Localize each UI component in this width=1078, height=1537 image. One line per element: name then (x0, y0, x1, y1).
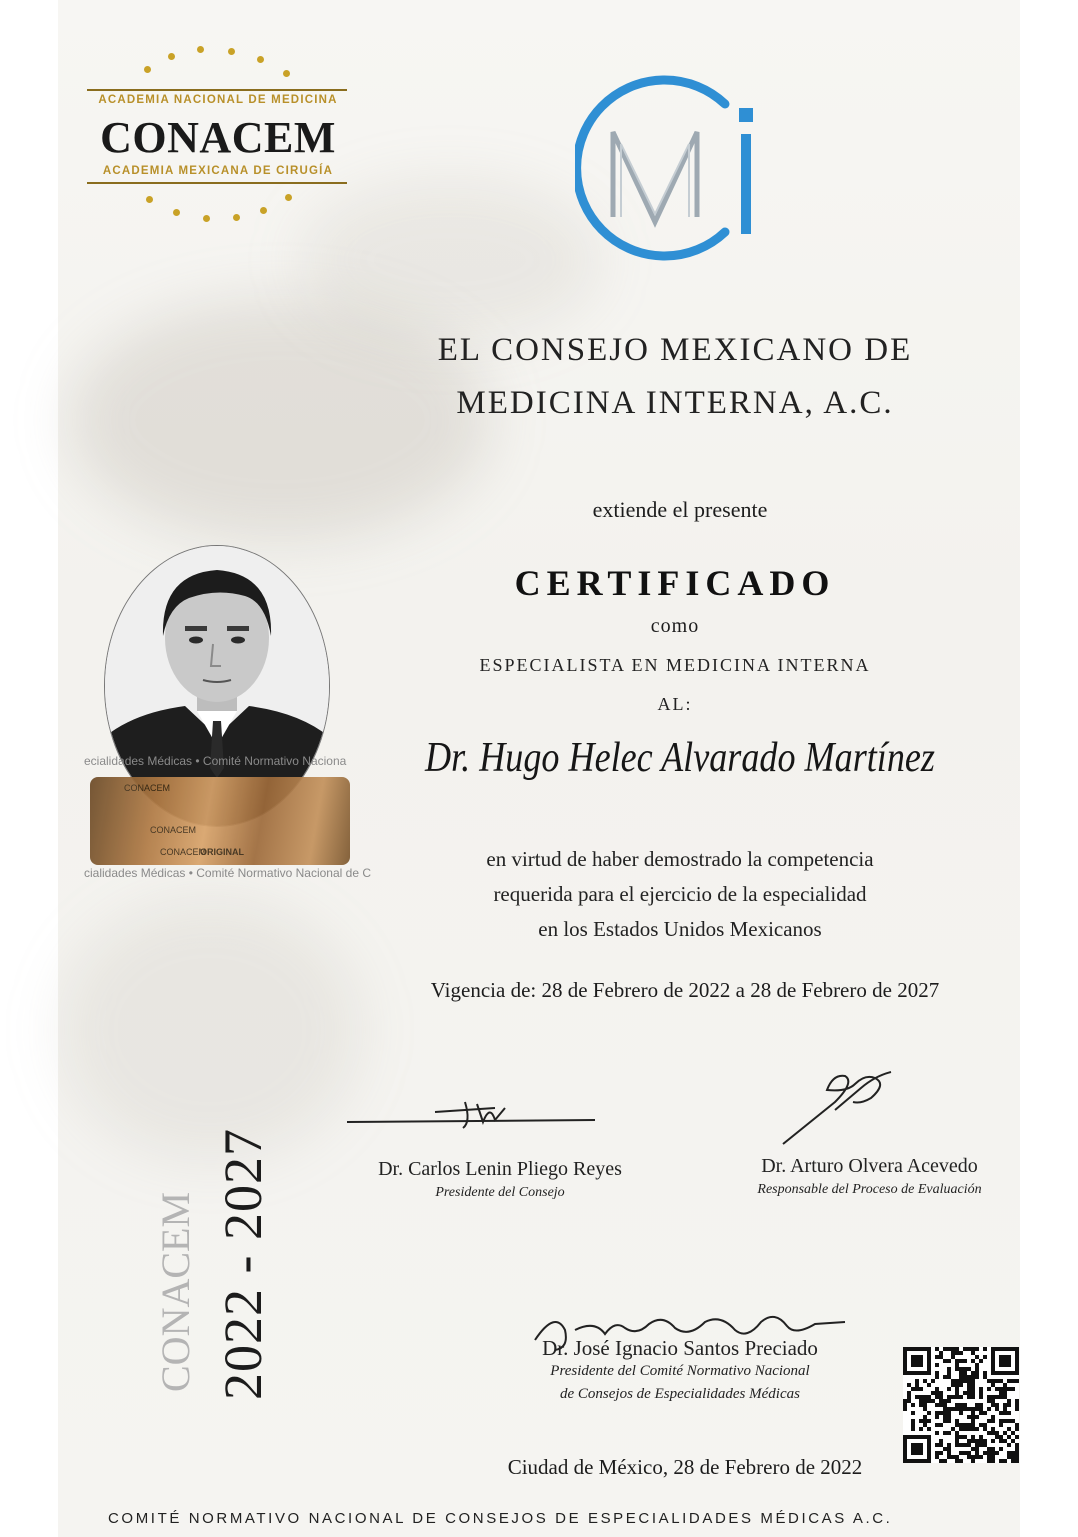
logo-dot (233, 214, 240, 221)
logo-arc-bottom: ACADEMIA MEXICANA DE CIRUGÍA (102, 165, 334, 177)
footer-wrap (60, 1510, 1060, 1530)
specialty-text: ESPECIALISTA EN MEDICINA INTERNA (479, 655, 871, 675)
footer-text: COMITÉ NORMATIVO NACIONAL DE CONSEJOS DE ESPECIALIDADES MÉDICAS A.C. (108, 1510, 893, 1527)
cmi-emblem-icon (575, 72, 775, 262)
signer1-role: Presidente del Consejo (435, 1185, 565, 1200)
council-name-line2: MEDICINA INTERNA, A.C. (456, 385, 894, 421)
qr-code-icon[interactable] (903, 1347, 1019, 1463)
seal-ribbon-bottom: cialidades Médicas • Comité Normativo Nacional de C (84, 866, 371, 880)
logo-dot (283, 70, 290, 77)
logo-dot (144, 66, 151, 73)
recipient-name: Dr. Hugo Helec Alvarado Martínez (425, 735, 935, 781)
seal-ribbon-top: ecialidades Médicas • Comité Normativo Naciona (84, 754, 347, 768)
reason-line2: requerida para el ejercicio de la especialidad (493, 882, 867, 906)
vertical-validity-mark (140, 1040, 280, 1400)
validity-text: Vigencia de: 28 de Febrero de 2022 a 28 de Febrero de 2027 (430, 978, 940, 1002)
al-text: AL: (657, 694, 693, 714)
hologram-label: CONACEM (160, 847, 207, 857)
logo-arc-top: ACADEMIA NACIONAL DE MEDICINA (98, 94, 338, 106)
intro-text: extiende el presente (592, 497, 768, 522)
signer1-name: Dr. Carlos Lenin Pliego Reyes (378, 1158, 622, 1180)
hologram-seal (90, 777, 350, 865)
place-date: Ciudad de México, 28 de Febrero de 2022 (507, 1455, 863, 1479)
reason-line3: en los Estados Unidos Mexicanos (538, 917, 822, 941)
hologram-label: CONACEM (150, 825, 197, 835)
como-text: como (650, 615, 700, 637)
logo-dot (203, 215, 210, 222)
vertical-org: CONACEM (153, 1191, 198, 1392)
signature-pliego-icon (345, 1092, 605, 1132)
logo-wordmark: CONACEM (100, 113, 336, 162)
vertical-years: 2022 - 2027 (213, 1128, 273, 1400)
logo-dot (228, 48, 235, 55)
logo-dot (168, 53, 175, 60)
signer3-role-line1: Presidente del Comité Normativo Nacional (550, 1363, 810, 1379)
hologram-label: ORIGINAL (200, 847, 244, 857)
qr-pattern (903, 1347, 1019, 1463)
signer2-role: Responsable del Proceso de Evaluación (757, 1182, 982, 1197)
logo-rule (87, 89, 347, 91)
reason-line1: en virtud de haber demostrado la competencia (486, 847, 874, 871)
certificate-heading: CERTIFICADO (514, 563, 836, 603)
logo-dot (257, 56, 264, 63)
logo-dot (260, 207, 267, 214)
signer3-role-line2: de Consejos de Especialidades Médicas (560, 1386, 800, 1402)
signer3-name: Dr. José Ignacio Santos Preciado (542, 1336, 818, 1360)
hologram-label: CONACEM (124, 783, 171, 793)
signature-olvera-icon (775, 1062, 905, 1152)
logo-dot (146, 196, 153, 203)
logo-dot (173, 209, 180, 216)
logo-dot (285, 194, 292, 201)
logo-dot (197, 46, 204, 53)
signer2-name: Dr. Arturo Olvera Acevedo (761, 1155, 978, 1177)
logo-rule (87, 182, 347, 184)
council-name-line1: EL CONSEJO MEXICANO DE (437, 332, 913, 368)
